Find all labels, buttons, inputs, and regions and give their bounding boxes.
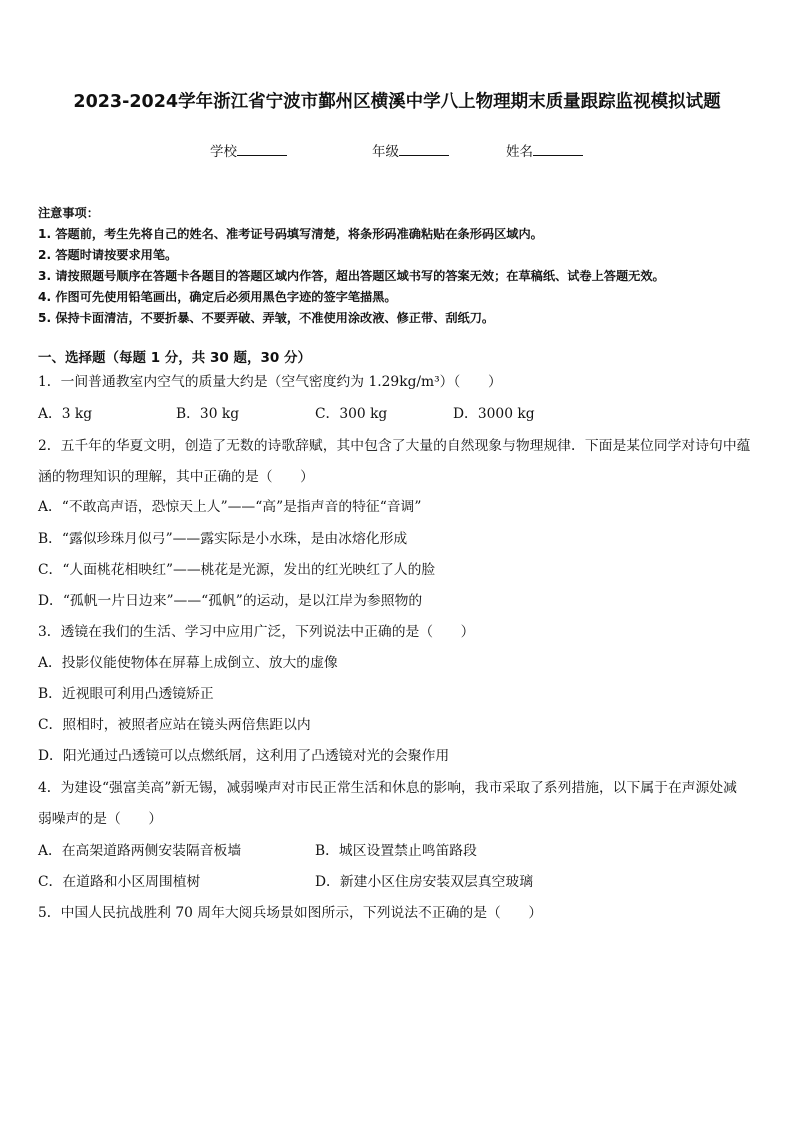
q3-option-d: D．阳光通过凸透镜可以点燃纸屑，这利用了凸透镜对光的会聚作用 <box>38 748 450 764</box>
name-label: 姓名 <box>506 144 533 160</box>
grade-blank <box>399 143 449 156</box>
q4-stem-line1: 4．为建设“强富美高”新无锡，减弱噪声对市民正常生活和休息的影响，我市采取了系列措施，以下属于在声源处减 <box>38 780 737 796</box>
q4-option-c: C．在道路和小区周围植树 <box>38 874 201 890</box>
q2-option-d: D．“孤帆一片日边来”——“孤帆”的运动，是以江岸为参照物的 <box>38 593 423 609</box>
name-blank <box>533 143 583 156</box>
q5-stem: 5．中国人民抗战胜利 70 周年大阅兵场景如图所示，下列说法不正确的是（ ） <box>38 905 543 921</box>
q3-option-c: C．照相时，被照者应站在镜头两倍焦距以内 <box>38 717 311 733</box>
note-item: 1. 答题前，考生先将自己的姓名、准考证号码填写清楚，将条形码准确粘贴在条形码区域内。 <box>38 227 543 241</box>
q2-option-a: A．“不敢高声语，恐惊天上人”——“高”是指声音的特征“音调” <box>38 499 422 515</box>
q3-option-a: A．投影仪能使物体在屏幕上成倒立、放大的虚像 <box>38 655 338 671</box>
note-item: 4. 作图可先使用铅笔画出，确定后必须用黑色字迹的签字笔描黑。 <box>38 290 397 304</box>
q1-option-d: D．3000 kg <box>453 406 535 422</box>
note-item: 2. 答题时请按要求用笔。 <box>38 248 178 262</box>
q2-stem-line2: 涵的物理知识的理解，其中正确的是（ ） <box>38 469 314 485</box>
section-title: 一、选择题（每题 1 分，共 30 题，30 分） <box>38 350 311 366</box>
notes-block <box>38 203 778 329</box>
q1-option-c: C．300 kg <box>315 406 388 422</box>
q4-option-a: A．在高架道路两侧安装隔音板墙 <box>38 843 242 859</box>
q2-option-c: C．“人面桃花相映红”——桃花是光源，发出的红光映红了人的脸 <box>38 562 436 578</box>
q2-option-b: B．“露似珍珠月似弓”——露实际是小水珠，是由冰熔化形成 <box>38 531 408 547</box>
grade-label: 年级 <box>372 144 399 160</box>
note-item: 5. 保持卡面清洁，不要折暴、不要弄破、弄皱，不准使用涂改液、修正带、刮纸刀。 <box>38 311 495 325</box>
school-blank <box>237 143 287 156</box>
page-title: 2023-2024学年浙江省宁波市鄞州区横溪中学八上物理期末质量跟踪监视模拟试题 <box>73 92 721 112</box>
q4-stem-line2: 弱噪声的是（ ） <box>38 811 163 827</box>
name-field <box>506 140 583 160</box>
grade-field <box>372 140 449 160</box>
q3-option-b: B．近视眼可利用凸透镜矫正 <box>38 686 214 702</box>
q3-stem: 3．透镜在我们的生活、学习中应用广泛，下列说法中正确的是（ ） <box>38 624 475 640</box>
school-field <box>210 140 287 160</box>
note-item: 3. 请按照题号顺序在答题卡各题目的答题区域内作答，超出答题区域书写的答案无效；在草稿纸、试卷上答题无效。 <box>38 269 665 283</box>
q4-option-d: D．新建小区住房安装双层真空玻璃 <box>315 874 534 890</box>
notes-heading: 注意事项： <box>38 206 99 220</box>
school-label: 学校 <box>210 144 237 160</box>
q1-option-a: A．3 kg <box>38 406 93 422</box>
q1-option-b: B．30 kg <box>176 406 240 422</box>
q2-stem-line1: 2．五千年的华夏文明，创造了无数的诗歌辞赋，其中包含了大量的自然现象与物理规律．下面是某位同学对诗句中蕴 <box>38 438 751 454</box>
q4-option-b: B．城区设置禁止鸣笛路段 <box>315 843 477 859</box>
q1-stem: 1．一间普通教室内空气的质量大约是（空气密度约为 1.29kg/m³）（ ） <box>38 374 502 390</box>
